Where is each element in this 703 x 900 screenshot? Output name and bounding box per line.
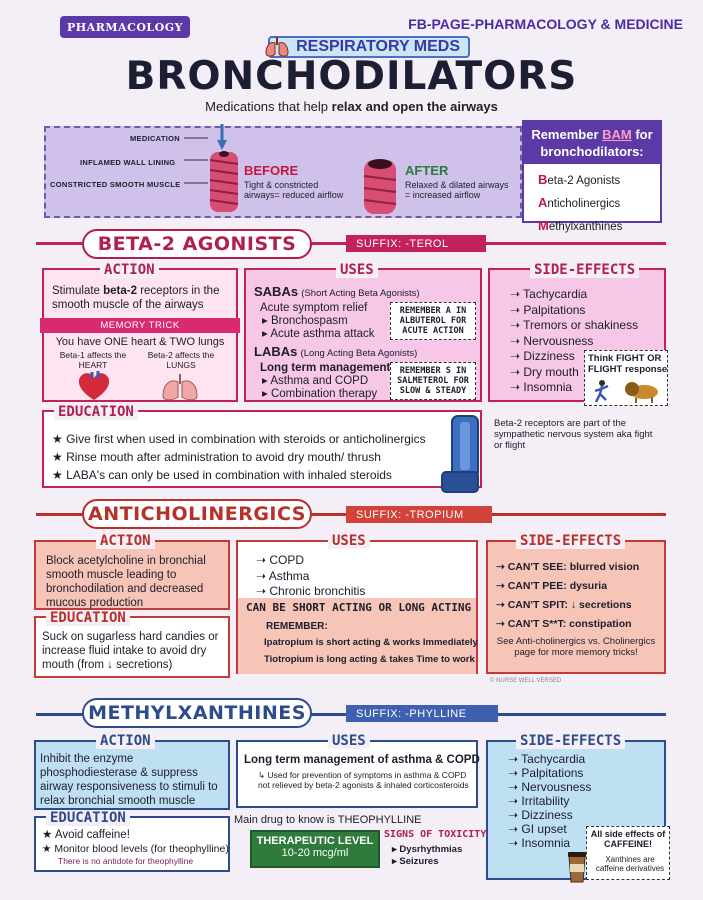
laba-item: ▸ Combination therapy	[262, 388, 378, 400]
bam-item: Beta-2 Agonists	[538, 172, 621, 187]
methyl-side-list	[508, 752, 591, 850]
methyl-edu-item: ★ Avoid caffeine!	[42, 829, 130, 841]
toxicity-item: ▸ Seizures	[392, 856, 439, 867]
edu-item: ★ Rinse mouth after administration to avoid dry mouth/ thrush	[52, 450, 381, 464]
beta1-note: Beta-1 affects the HEART	[59, 350, 127, 370]
methyl-uses-head: USES	[328, 733, 370, 749]
side-effect-item: ➝ Insomnia	[508, 836, 571, 850]
label-constricted-muscle: CONSTRICTED SMOOTH MUSCLE	[50, 180, 181, 189]
anti-action-text: Block acetylcholine in bronchial smooth muscle leading to bronchodilation and decreased mucous production	[46, 555, 206, 609]
anti-uses-list	[256, 553, 365, 600]
methyl-edu-item: ★ Monitor blood levels (for theophylline)	[42, 843, 229, 855]
saba-line: SABAs (Short Acting Beta Agonists)	[254, 284, 420, 299]
side-effect-item: ➝ Tachycardia	[510, 287, 588, 301]
therapeutic-level: THERAPEUTIC LEVEL 10-20 mcg/ml	[250, 830, 380, 868]
side-effect-item: ➝ Palpitations	[508, 766, 584, 780]
bam-box	[522, 120, 662, 233]
laba-item: ▸ Asthma and COPD	[262, 375, 369, 387]
caffeine-note: All side effects of CAFFEINE!	[590, 829, 666, 849]
methyl-edu-head: EDUCATION	[46, 810, 130, 826]
side-effect-item: ➝ CAN'T SPIT: ↓ secretions	[496, 599, 632, 611]
page-subtitle: Medications that help relax and open the airways	[205, 99, 498, 114]
use-item: ➝ Chronic bronchitis	[256, 584, 366, 598]
use-item: ➝ Asthma	[256, 568, 310, 583]
heart-icon	[74, 370, 114, 402]
methyl-suffix: SUFFIX: -PHYLLINE	[346, 705, 498, 722]
side-effect-item: ➝ CAN'T S**T: constipation	[496, 618, 632, 630]
saba-item: ▸ Acute asthma attack	[262, 328, 375, 340]
before-text: Tight & constricted airways= reduced airflow	[244, 180, 344, 200]
side-effect-item: ➝ Irritability	[508, 794, 570, 808]
laba-remember: REMEMBER S IN SALMETEROL FOR SLOW & STEADY	[390, 362, 476, 400]
toxicity-item: ▸ Dysrhythmias	[392, 844, 463, 855]
beta-action-text: Stimulate beta-2 receptors in the smooth muscle of the airways	[52, 285, 220, 311]
before-title: BEFORE	[244, 163, 299, 178]
anti-side-note: See Anti-cholinergics vs. Cholinergics page for more memory tricks!	[496, 636, 656, 658]
methyl-action-head: ACTION	[96, 733, 155, 749]
side-effect-item: ➝ Dizziness	[508, 808, 573, 822]
page-title: BRONCHODILATORS	[125, 54, 578, 99]
side-effect-item: ➝ Tachycardia	[508, 752, 586, 766]
side-effect-item: ➝ Palpitations	[510, 302, 586, 317]
toxicity-head: SIGNS OF TOXICITY	[384, 829, 487, 840]
acting-line: CAN BE SHORT ACTING OR LONG ACTING	[246, 601, 472, 614]
label-inflamed-wall: INFLAMED WALL LINING	[80, 158, 176, 167]
saba-remember: REMEMBER A IN ALBUTEROL FOR ACUTE ACTION	[390, 302, 476, 340]
beta2-note: Beta-2 affects the LUNGS	[147, 350, 215, 370]
side-effect-item: ➝ Nervousness	[510, 333, 594, 348]
tiotropium-note: Tiotropium is long acting & takes Time to work	[264, 654, 475, 665]
side-effect-item: ➝ CAN'T PEE: dysuria	[496, 580, 608, 592]
beta-suffix: SUFFIX: -TEROL	[346, 235, 486, 252]
bam-item: Methylxanthines	[538, 218, 623, 233]
edu-item: ★ LABA's can only be used in combination with inhaled steroids	[52, 468, 392, 482]
methyl-uses-main: Long term management of asthma & COPD	[244, 754, 480, 766]
saba-sub: Acute symptom relief	[260, 302, 368, 314]
side-effect-item: ➝ GI upset	[508, 822, 567, 836]
edu-item: ★ Give first when used in combination with steroids or anticholinergics	[52, 432, 426, 446]
anti-title: ANTICHOLINERGICS	[82, 499, 312, 529]
toxicity-list	[392, 844, 462, 868]
lungs-icon	[160, 372, 200, 402]
use-item: ➝ COPD	[256, 553, 305, 567]
anti-uses-head: USES	[328, 533, 370, 549]
laba-line: LABAs (Long Acting Beta Agonists)	[254, 344, 418, 359]
antidote-note: There is no antidote for theophylline	[58, 856, 194, 866]
anti-side-head: SIDE-EFFECTS	[516, 533, 625, 549]
caffeine-sub: Xanthines are caffeine derivatives	[595, 855, 665, 873]
side-effect-item: ➝ Dizziness	[510, 349, 575, 363]
laba-sub: Long term management	[260, 362, 391, 374]
side-effect-item: ➝ Dry mouth	[510, 364, 579, 379]
side-effect-item: ➝ Insomnia	[510, 380, 573, 394]
anti-remember: REMEMBER:	[266, 621, 328, 632]
fight-flight-note: Think FIGHT OR FLIGHT response	[588, 353, 668, 375]
methyl-action-text: Inhibit the enzyme phosphodiesterase & suppress airway responsiveness to stimuli to relax bronchial smooth muscle	[40, 753, 218, 807]
source-label: FB-PAGE-PHARMACOLOGY & MEDICINE	[408, 16, 683, 32]
beta-side-head: SIDE-EFFECTS	[530, 262, 639, 278]
dilated-airway-icon	[358, 156, 402, 218]
side-effect-item: ➝ CAN'T SEE: blurred vision	[496, 561, 640, 573]
label-medication: MEDICATION	[130, 134, 180, 143]
bam-header: Remember BAM for bronchodilators:	[524, 122, 660, 164]
receptor-note: Beta-2 receptors are part of the sympathetic nervous system aka fight or flight	[494, 418, 653, 451]
methyl-uses-sub: ↳ Used for prevention of symptoms in asthma & COPD not relieved by beta-2 agonists & inhaled corticosteroids	[258, 770, 469, 790]
inhaler-icon	[436, 412, 492, 496]
anti-action-head: ACTION	[96, 533, 155, 549]
bam-item: Anticholinergics	[538, 195, 621, 210]
beta-title: BETA-2 AGONISTS	[82, 229, 312, 259]
after-title: AFTER	[405, 163, 449, 178]
side-effect-item: ➝ Nervousness	[508, 780, 592, 794]
anti-side-list	[496, 558, 639, 634]
after-text: Relaxed & dilated airways = increased airflow	[405, 180, 509, 200]
anti-edu-text: Suck on sugarless hard candies or increase fluid intake to avoid dry mouth (from ↓ secretions)	[42, 631, 219, 671]
anti-suffix: SUFFIX: -TROPIUM	[346, 506, 492, 523]
beta-action-head: ACTION	[100, 262, 159, 278]
main-drug: Main drug to know is THEOPHYLLINE	[234, 814, 422, 826]
running-from-lion-icon	[594, 378, 666, 404]
side-effect-item: ➝ Tremors or shakiness	[510, 318, 639, 332]
anti-edu-head: EDUCATION	[46, 610, 130, 626]
saba-item: ▸ Bronchospasm	[262, 315, 348, 327]
credit: © NURSE WELL VERSED	[490, 678, 562, 684]
methyl-side-head: SIDE-EFFECTS	[516, 733, 625, 749]
ipratropium-note: Ipatropium is short acting & works Immediately	[264, 637, 478, 648]
memory-trick-head: MEMORY TRICK	[40, 318, 240, 333]
beta-edu-head: EDUCATION	[54, 404, 138, 420]
methyl-title: METHYLXANTHINES	[82, 698, 312, 728]
coffee-cup-icon	[566, 850, 588, 884]
beta-uses-head: USES	[336, 262, 378, 278]
memory-line: You have ONE heart & TWO lungs	[55, 336, 225, 348]
beta-edu-list	[52, 430, 426, 484]
category-banner: RESPIRATORY MEDS	[268, 36, 470, 58]
pharmacology-tag: PHARMACOLOGY	[60, 16, 190, 38]
constricted-airway-icon	[180, 122, 250, 218]
